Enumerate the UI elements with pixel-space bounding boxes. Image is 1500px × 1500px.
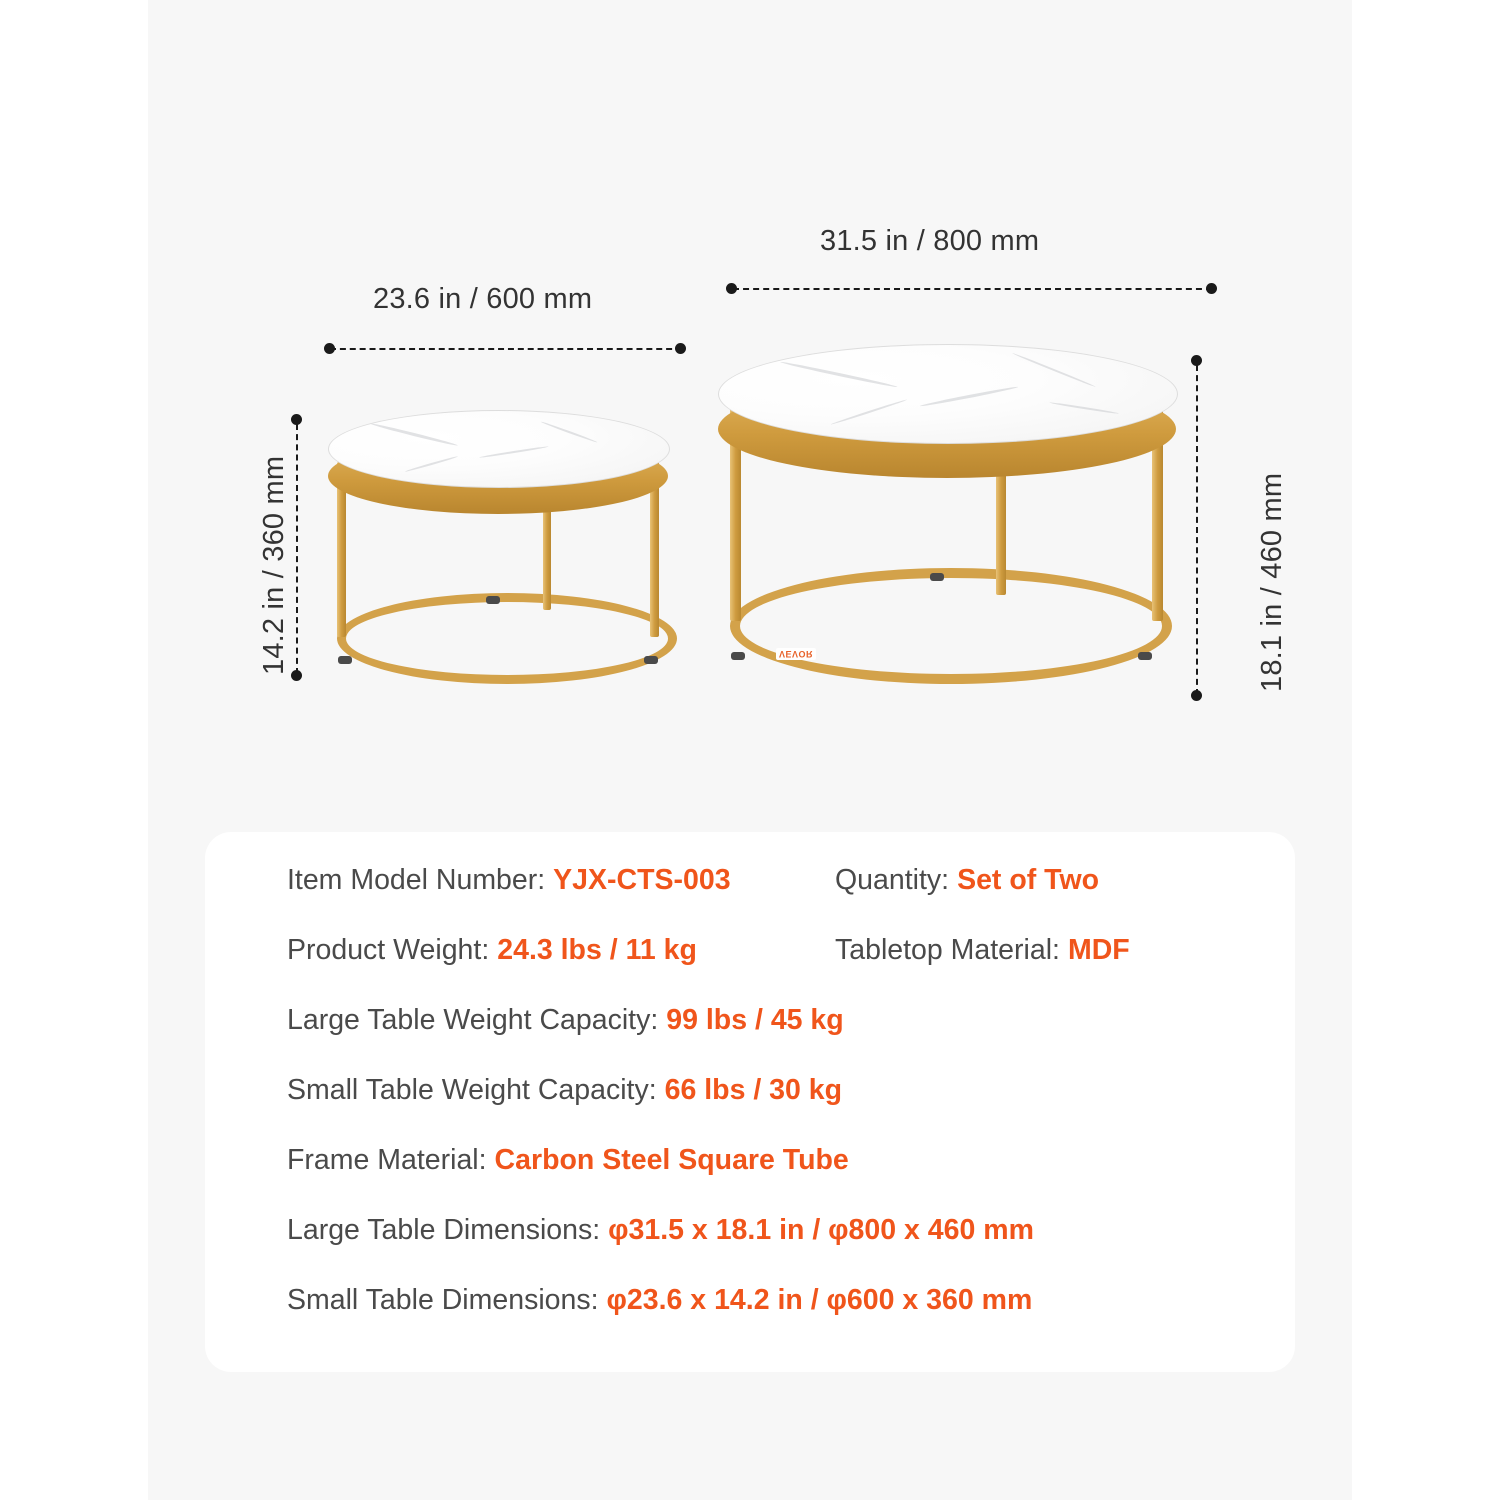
spec-product-weight bbox=[287, 934, 835, 967]
spec-label: Tabletop Material: bbox=[835, 934, 1060, 966]
large-table-bottom-ring bbox=[730, 568, 1172, 684]
spec-label: Small Table Dimensions: bbox=[287, 1284, 599, 1316]
spec-label: Quantity: bbox=[835, 864, 950, 896]
spec-value: φ31.5 x 18.1 in / φ800 x 460 mm bbox=[608, 1214, 1034, 1246]
spec-tabletop-material bbox=[835, 934, 1130, 967]
specification-card bbox=[205, 832, 1295, 1372]
spec-label: Small Table Weight Capacity: bbox=[287, 1074, 657, 1106]
small-table-foot-right bbox=[644, 656, 658, 664]
spec-value: 66 lbs / 30 kg bbox=[664, 1074, 843, 1106]
spec-value: Carbon Steel Square Tube bbox=[494, 1144, 849, 1176]
spec-frame-material bbox=[287, 1144, 849, 1177]
spec-row bbox=[287, 1004, 1255, 1074]
small-table-width-end-dot bbox=[675, 343, 686, 354]
spec-row bbox=[287, 1214, 1255, 1284]
small-table-vein-1 bbox=[370, 422, 458, 447]
spec-label: Item Model Number: bbox=[287, 864, 546, 896]
large-table-width-line bbox=[733, 288, 1212, 290]
small-table-vein-3 bbox=[540, 421, 597, 443]
spec-value: Set of Two bbox=[957, 864, 1100, 896]
spec-small-table-dimensions bbox=[287, 1284, 1032, 1317]
small-table-width-label: 23.6 in / 600 mm bbox=[373, 283, 593, 315]
small-table-top bbox=[328, 410, 670, 488]
spec-row bbox=[287, 1284, 1255, 1354]
brand-logo: VEVOR bbox=[776, 648, 816, 660]
small-table-illustration bbox=[328, 400, 688, 690]
large-table-foot-back bbox=[930, 573, 944, 581]
small-table-vein-2 bbox=[479, 446, 548, 459]
large-table-foot-left bbox=[731, 652, 745, 660]
large-table-width-end-dot bbox=[1206, 283, 1217, 294]
spec-value: MDF bbox=[1067, 934, 1130, 966]
large-table-vein-3 bbox=[1012, 352, 1096, 388]
spec-label: Large Table Weight Capacity: bbox=[287, 1004, 659, 1036]
large-table-top bbox=[718, 344, 1178, 444]
spec-large-table-weight-capacity bbox=[287, 1004, 844, 1037]
specification-rows bbox=[287, 864, 1255, 1354]
small-table-foot-left bbox=[338, 656, 352, 664]
large-table-vein-5 bbox=[1049, 402, 1118, 415]
small-table-height-label: 14.2 in / 360 mm bbox=[258, 455, 290, 675]
left-margin-band bbox=[0, 0, 148, 1500]
spec-quantity bbox=[835, 864, 1099, 897]
spec-label: Large Table Dimensions: bbox=[287, 1214, 601, 1246]
small-table-bottom-ring bbox=[337, 593, 677, 684]
large-table-height-label: 18.1 in / 460 mm bbox=[1256, 472, 1288, 692]
large-table-width-label: 31.5 in / 800 mm bbox=[820, 225, 1040, 257]
spec-row bbox=[287, 1144, 1255, 1214]
small-table-vein-4 bbox=[405, 455, 458, 472]
large-table-foot-right bbox=[1138, 652, 1152, 660]
large-table-vein-1 bbox=[780, 361, 898, 389]
spec-row bbox=[287, 864, 1255, 934]
small-table-height-top-dot bbox=[291, 414, 302, 425]
dimension-diagram bbox=[148, 0, 1352, 820]
small-table-width-line bbox=[330, 348, 682, 350]
large-table-vein-2 bbox=[920, 385, 1019, 407]
spec-value: φ23.6 x 14.2 in / φ600 x 360 mm bbox=[606, 1284, 1033, 1316]
spec-value: YJX-CTS-003 bbox=[553, 864, 731, 896]
spec-small-table-weight-capacity bbox=[287, 1074, 842, 1107]
small-table-width-start-dot bbox=[324, 343, 335, 354]
spec-value: 24.3 lbs / 11 kg bbox=[497, 934, 697, 966]
spec-label: Frame Material: bbox=[287, 1144, 487, 1176]
small-table-height-bottom-dot bbox=[291, 670, 302, 681]
right-margin-band bbox=[1352, 0, 1500, 1500]
spec-value: 99 lbs / 45 kg bbox=[666, 1004, 844, 1036]
large-table-width-start-dot bbox=[726, 283, 737, 294]
small-table-height-line bbox=[296, 424, 298, 674]
spec-label: Product Weight: bbox=[287, 934, 490, 966]
small-table-foot-back bbox=[486, 596, 500, 604]
large-table-illustration bbox=[718, 330, 1198, 700]
spec-large-table-dimensions bbox=[287, 1214, 1034, 1247]
large-table-vein-4 bbox=[831, 399, 908, 426]
spec-row bbox=[287, 1074, 1255, 1144]
spec-item-model-number bbox=[287, 864, 835, 897]
spec-row bbox=[287, 934, 1255, 1004]
